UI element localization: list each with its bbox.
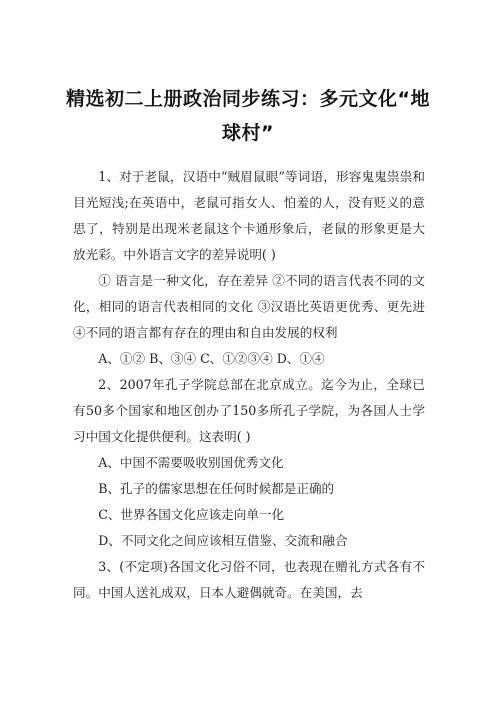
question-1-options: A、①② B、③④ C、①②③④ D、①④ [98,351,325,366]
question-3-stem: 3、(不定项)各国文化习俗不同，也表现在赠礼方式各有不同。中国人送礼成双，日本人避偶就奇。在美国，去 [73,559,425,600]
question-2-option-b: B、孔子的儒家思想在任何时候都是正确的 [98,481,335,496]
question-1-statements: ① 语言是一种文化，存在差异 ②不同的语言代表不同的文化，相同的语言代表相同的文化 ③汉语比英语更优秀、更先进 ④不同的语言都有存在的理由和自由发展的权利 [73,273,425,340]
question-2-option-c: C、世界各国文化应该走向单一化 [98,507,285,522]
question-2-option-a: A、中国不需要吸收别国优秀文化 [98,455,284,470]
document-body [73,164,425,606]
question-1-stem: 1、对于老鼠，汉语中“贼眉鼠眼”等词语，形容鬼鬼祟祟和目光短浅;在英语中，老鼠可指女人、怕羞的人，没有贬义的意思了，特别是出现米老鼠这个卡通形象后，老鼠的形象更是大放光彩。中外语言文字的差异说明( ) [73,169,425,262]
document-title: 精选初二上册政治同步练习：多元文化“地球村” [66,88,430,144]
question-2-option-d: D、不同文化之间应该相互借鉴、交流和融合 [98,533,348,548]
question-2-stem: 2、2007年孔子学院总部在北京成立。迄今为止，全球已有50多个国家和地区创办了150多所孔子学院，为各国人士学习中国文化提供便利。这表明( ) [73,377,425,444]
